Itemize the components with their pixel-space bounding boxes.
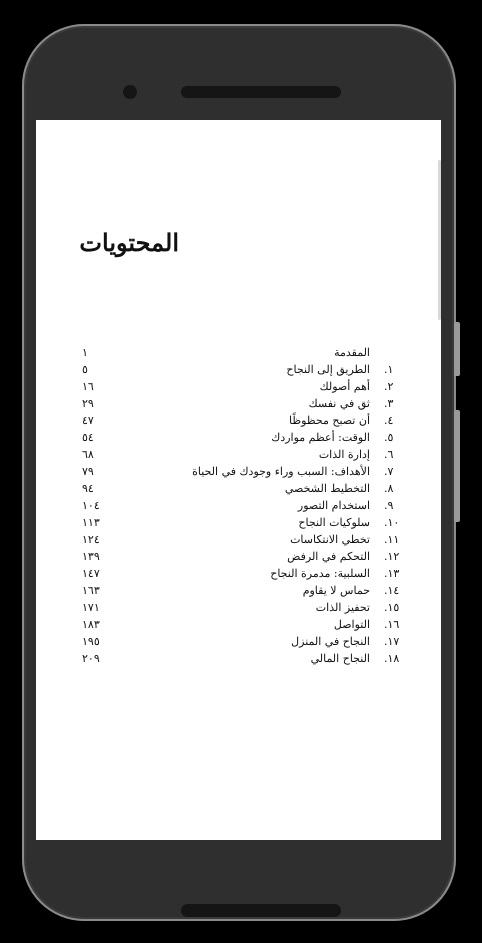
toc-entry[interactable] [82,429,412,446]
toc-entry-page: ١٦ [82,380,94,393]
toc-entry-page: ١٧١ [82,601,100,614]
toc-entry-number: ١٧. [384,635,400,648]
power-button[interactable] [454,322,460,376]
earpiece-speaker [181,86,341,98]
toc-entry-number: ٥. [384,431,394,444]
toc-entry-page: ٥٤ [82,431,94,444]
toc-entry-number: ١. [384,363,394,376]
toc-entry-page: ١١٣ [82,516,100,529]
toc-entry-number: ١٨. [384,652,400,665]
toc-entry-page: ١٩٥ [82,635,100,648]
toc-entry-title: النجاح في المنزل [291,635,370,648]
toc-entry-title: السلبية: مدمرة النجاح [270,567,370,580]
toc-entry[interactable] [82,582,412,599]
toc-entry-title: حماس لا يقاوم [302,584,370,597]
toc-entry-page: ١٦٣ [82,584,100,597]
toc-entry[interactable] [82,480,412,497]
toc-entry-title: المقدمة [334,346,370,359]
toc-entry-number: ١٥. [384,601,400,614]
scrollbar[interactable] [438,160,441,320]
toc-entry[interactable] [82,344,412,361]
toc-entry[interactable] [82,446,412,463]
toc-entry-title: إدارة الذات [318,448,370,461]
toc-entry-number: ١١. [384,533,400,546]
toc-entry-number: ٢. [384,380,394,393]
front-camera [123,85,137,99]
table-of-contents [82,344,412,667]
toc-entry-number: ٦. [384,448,394,461]
toc-entry-page: ٤٧ [82,414,94,427]
toc-entry[interactable] [82,395,412,412]
toc-entry-number: ١٠. [384,516,400,529]
toc-entry-number: ٣. [384,397,394,410]
toc-entry-page: ٢٩ [82,397,94,410]
toc-entry-title: التواصل [333,618,370,631]
toc-entry-page: ٦٨ [82,448,94,461]
toc-entry-title: استخدام التصور [297,499,370,512]
toc-entry-title: أن تصبح محظوظًا [289,414,370,427]
toc-entry-number: ١٢. [384,550,400,563]
toc-entry-page: ١٨٣ [82,618,100,631]
toc-entry[interactable] [82,599,412,616]
toc-entry-number: ١٤. [384,584,400,597]
toc-entry[interactable] [82,531,412,548]
toc-entry-number: ٧. [384,465,394,478]
toc-entry-title: الأهداف: السبب وراء وجودك في الحياة [192,465,370,478]
toc-entry-title: النجاح المالي [310,652,370,665]
toc-entry[interactable] [82,650,412,667]
toc-entry[interactable] [82,633,412,650]
toc-entry-number: ١٦. [384,618,400,631]
toc-entry-title: التخطيط الشخصي [284,482,370,495]
toc-entry-page: ١٣٩ [82,550,100,563]
toc-entry-title: التحكم في الرفض [287,550,370,563]
toc-entry-page: ٧٩ [82,465,94,478]
toc-entry-title: الطريق إلى النجاح [286,363,370,376]
toc-entry-page: ١٢٤ [82,533,100,546]
toc-entry-page: ٩٤ [82,482,94,495]
toc-entry[interactable] [82,463,412,480]
bottom-speaker [181,904,341,917]
toc-entry[interactable] [82,361,412,378]
book-page[interactable] [36,120,441,840]
toc-entry-title: أهم أصولك [319,380,370,393]
toc-entry-page: ٥ [82,363,88,376]
toc-entry-title: تحفيز الذات [315,601,370,614]
toc-entry-title: ثق في نفسك [308,397,370,410]
toc-entry[interactable] [82,378,412,395]
toc-entry-number: ٨. [384,482,394,495]
toc-entry[interactable] [82,616,412,633]
toc-entry-page: ١٤٧ [82,567,100,580]
toc-entry[interactable] [82,497,412,514]
page-title: المحتويات [79,228,179,257]
toc-entry-title: سلوكيات النجاح [298,516,370,529]
toc-entry-number: ١٣. [384,567,400,580]
toc-entry[interactable] [82,412,412,429]
toc-entry-number: ٩. [384,499,394,512]
toc-entry-page: ١ [82,346,88,359]
toc-entry-page: ١٠٤ [82,499,100,512]
toc-entry-page: ٢٠٩ [82,652,100,665]
volume-button[interactable] [454,410,460,522]
toc-entry[interactable] [82,514,412,531]
toc-entry[interactable] [82,565,412,582]
toc-entry-number: ٤. [384,414,394,427]
toc-entry-title: تخطي الانتكاسات [290,533,370,546]
toc-entry-title: الوقت: أعظم مواردك [271,431,370,444]
toc-entry[interactable] [82,548,412,565]
